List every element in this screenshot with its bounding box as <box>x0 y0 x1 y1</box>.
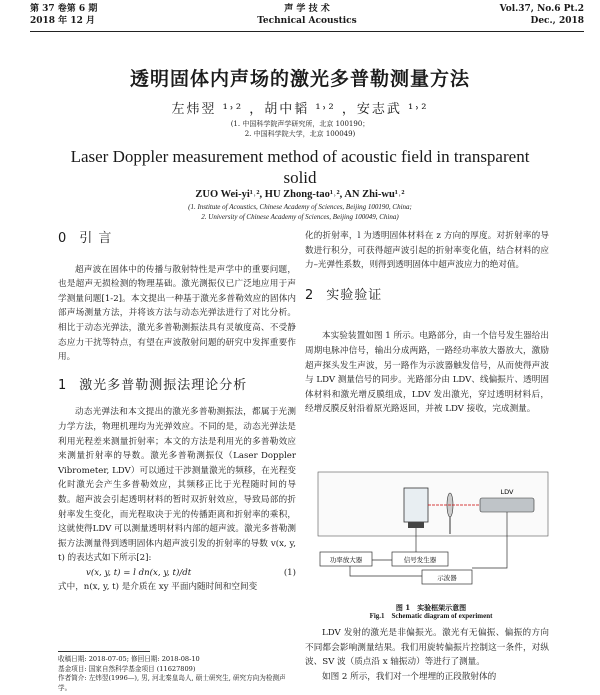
experiment-diagram <box>312 468 550 592</box>
running-header <box>30 3 584 29</box>
left-column <box>58 232 296 595</box>
affiliation-en-1: (1. Institute of Acoustics, Chinese Academy of Sciences, Beijing 100190, China; <box>188 203 412 211</box>
intro-paragraph: 超声波在固体中的传播与散射特性是声学中的重要问题，也是超声无损检测的物理基础。激光测振仪已广泛地应用于声学测量问题[1-2]。本文提出一种基于激光多普勒效应的固体内部声场测量方法，并将该方法与动态光弹法进行了对比分析。相比于动态光弹法，激光多普勒测振法具有灵敏度高、不受静态应力干扰等特点，有望在声波散射问题的研究中发挥重要作用。 <box>58 264 296 363</box>
header-rule <box>30 31 584 32</box>
footnote-received: 收稿日期: 2018-07-05; 修回日期: 2018-08-10 <box>58 655 200 663</box>
affiliation-en-2: 2. University of Chinese Academy of Sciences, Beijing 100049, China) <box>201 213 399 221</box>
footnote-funding: 基金项目: 国家自然科学基金项目 (11627809) <box>58 664 196 673</box>
authors-en: ZUO Wei-yi¹˒², HU Zhong-tao¹˒², AN Zhi-wu¹˒² <box>195 189 405 200</box>
label-power-amplifier: 功率放大器 <box>329 556 363 564</box>
authors-cn: 左炜翌 ¹˒² ，胡中韬 ¹˒² ，安志武 ¹˒² <box>171 102 429 117</box>
figure-1 <box>312 468 550 592</box>
label-ldv: LDV <box>500 488 514 496</box>
section-number: 1 <box>58 377 68 393</box>
section-2-paragraph: 本实验装置如图 1 所示。电路部分，由一个信号发生器给出周期电脉冲信号，输出分成两路，一路经功率放大器放大，激励超声探头发生声波，另一路作为示波器触发信号，从而使得声波与 LDV 测量信号的同步。光路部分由 LDV、线偏振片、透明固体材料和激光增反膜组成，LDV 发出激光，穿过透明材料后，经增反膜反射沿着原光路返回，并被 LDV 接收，完成测量。 <box>305 331 549 415</box>
journal-name-en: Technical Acoustics <box>257 16 357 26</box>
footnote-author: 作者简介: 左炜翌(1996—), 男, 河北秦皇岛人, 硕士研究生, 研究方向为检测声学。 <box>58 674 286 692</box>
label-oscilloscope: 示波器 <box>437 574 457 582</box>
affiliation-cn-1: (1. 中国科学院声学研究所，北京 100190； <box>230 120 370 128</box>
section-1-paragraph: 动态光弹法和本文提出的激光多普勒测振法，都属于光测力学方法，物理机理均为光弹效应。不同的是，动态光弹法是利用光程差来测量折射率；本文的方法是利用光的多普勒效应来测量折射率的导数。激光多普勒测振仪（Laser Doppler Vibrometer, LDV）可以通过干涉测量激光的频移，在光程变化时激光会产生多普勒效应，其频移正比于光程随时间的导数。超声波会引起透明材料的暂时双折射效应，导致局部的折射率发生变化，而光程取决于光的传播距离和折射率的乘积，这就使得LDV 可以测量透明材料内部的超声波。激光多普勒测振方法测量得到透明固体内超声波引发的折射率的导数 v(x, y, t) 的表达式如下所示[2]: <box>58 407 296 564</box>
date-cn: 2018 年 12 月 <box>30 16 95 26</box>
caption-cn: 图 1 实验框架示意图 <box>395 603 467 612</box>
caption-en: Fig.1 Schematic diagram of experiment <box>369 612 493 620</box>
date-en: Dec., 2018 <box>530 16 584 26</box>
right-column-lower <box>305 626 549 684</box>
volume-cn: 第 37 卷第 6 期 <box>30 4 98 14</box>
affiliation-cn-2: 2. 中国科学院大学，北京 100049) <box>244 130 356 138</box>
journal-name-cn: 声 学 技 术 <box>284 4 330 14</box>
section-1-heading <box>58 379 296 394</box>
section-2-paragraph-3: 如图 2 所示，我们对一个埋埋的正段散射体的 <box>322 671 497 682</box>
ldv-head <box>480 498 534 512</box>
figure-1-caption <box>312 603 550 621</box>
volume-en: Vol.37, No.6 Pt.2 <box>499 4 584 14</box>
journal-volume <box>500 3 584 27</box>
section-2-paragraph-2: LDV 发射的激光是非偏振光。激光有无偏振、偏振的方向不同都会影响测量结果。我们用旋转偏振片控制这一条件，对纵波、SV 波（质点沿 x 轴振动）等进行了测量。 <box>305 628 549 668</box>
title-en: Laser Doppler measurement method of acoustic field in transparent solid <box>70 147 530 187</box>
footnotes <box>58 655 296 693</box>
section-title: 激光多普勒测振法理论分析 <box>79 377 248 393</box>
footnote-rule <box>58 651 150 652</box>
wire <box>350 566 422 576</box>
section-2-heading <box>305 289 549 304</box>
label-signal-generator: 信号发生器 <box>403 556 437 564</box>
section-number: 0 <box>58 231 68 246</box>
section-title: 引 言 <box>79 231 113 246</box>
equation-1 <box>58 566 296 581</box>
transparent-solid <box>404 488 428 522</box>
continued-paragraph: 化的折射率，l 为透明固体材料在 z 方向的厚度。对折射率的导数进行积分，可获得超声波引起的折射率变化值，结合材料的应力–光弹性系数，则得到透明固体中超声波应力的绝对值。 <box>305 231 549 271</box>
equation-number: (1) <box>283 567 296 578</box>
section-1-paragraph-2: 式中，n(x, y, t) 是介质在 xy 平面内随时间和空间变 <box>58 582 258 593</box>
title-cn: 透明固体内声场的激光多普勒测量方法 <box>129 68 470 90</box>
equation-body: v(x, y, t) = l dn(x, y, t)/dt <box>86 567 192 578</box>
section-intro-heading <box>58 232 296 247</box>
right-column <box>305 229 549 417</box>
ultrasonic-probe <box>408 522 424 528</box>
section-title: 实验验证 <box>326 287 383 303</box>
section-number: 2 <box>305 287 315 303</box>
